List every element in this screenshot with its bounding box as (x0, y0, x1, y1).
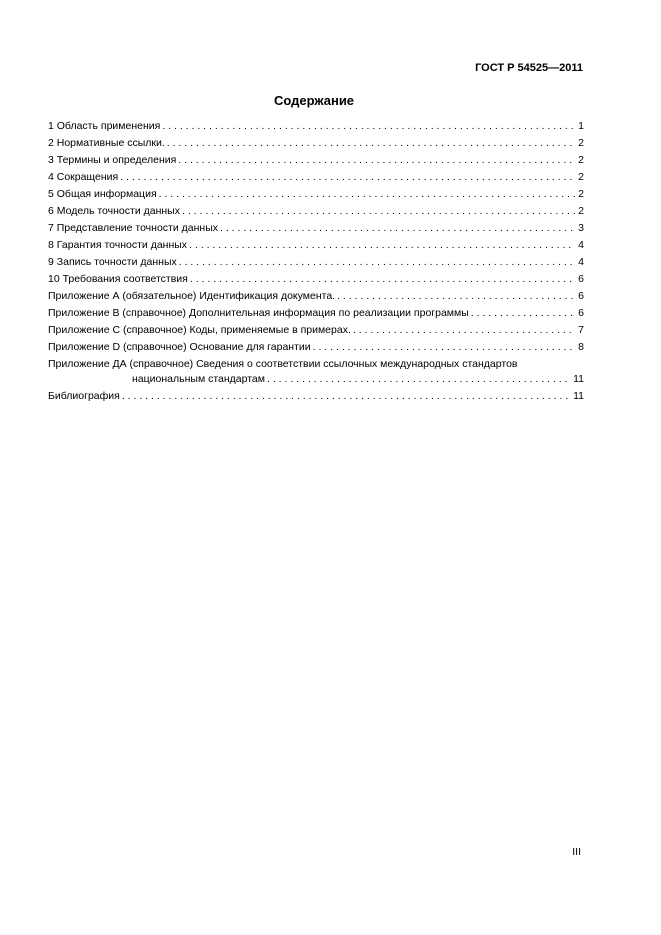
toc-entry-label: 6 Модель точности данных (48, 205, 180, 217)
toc-entry-page: 7 (578, 324, 584, 336)
table-of-contents (48, 118, 584, 405)
toc-entry-label: 2 Нормативные ссылки. (48, 137, 165, 149)
toc-entry-conformance-requirements[interactable] (48, 271, 584, 288)
toc-entry-page: 2 (578, 205, 584, 217)
toc-title: Содержание (273, 93, 355, 108)
toc-leader (159, 186, 575, 203)
toc-entry-label: Приложение В (справочное) Дополнительная информация по реализации программы (48, 307, 469, 319)
toc-leader (162, 118, 575, 135)
toc-entry-label: 10 Требования соответствия (48, 273, 188, 285)
toc-leader (471, 305, 575, 322)
toc-entry-page: 11 (573, 373, 584, 385)
toc-entry-page: 2 (578, 188, 584, 200)
toc-entry-annex-c[interactable] (48, 322, 584, 339)
toc-entry-abbreviations[interactable] (48, 169, 584, 186)
toc-leader (122, 388, 570, 405)
toc-leader (220, 220, 575, 237)
toc-leader (189, 237, 575, 254)
toc-entry-page: 6 (578, 307, 584, 319)
toc-entry-data-accuracy-representation[interactable] (48, 220, 584, 237)
toc-entry-annex-a[interactable] (48, 288, 584, 305)
toc-entry-label: Приложение С (справочное) Коды, применяемые в примерах. (48, 324, 351, 336)
toc-entry-page: 1 (578, 120, 584, 132)
toc-entry-label: 8 Гарантия точности данных (48, 239, 188, 251)
toc-entry-label: 4 Сокращения (48, 171, 119, 183)
toc-entry-label: 1 Область применения (48, 120, 161, 132)
toc-entry-label: 9 Запись точности данных (48, 256, 177, 268)
toc-entry-label: 7 Представление точности данных (48, 222, 218, 234)
toc-leader (353, 322, 575, 339)
toc-entry-label-continued: национальным стандартам (132, 373, 265, 385)
toc-entry-data-accuracy-model[interactable] (48, 203, 584, 220)
toc-entry-page: 6 (578, 290, 584, 302)
toc-leader (179, 254, 575, 271)
toc-entry-page: 11 (573, 390, 584, 402)
toc-entry-label: Приложение ДА (справочное) Сведения о соответствии ссылочных международных стандартов (48, 358, 518, 370)
toc-entry-annex-da[interactable] (48, 356, 584, 371)
toc-entry-scope[interactable] (48, 118, 584, 135)
toc-entry-bibliography[interactable] (48, 388, 584, 405)
toc-entry-label: 3 Термины и определения (48, 154, 177, 166)
toc-entry-label: 5 Общая информация (48, 188, 157, 200)
toc-entry-data-accuracy-recording[interactable] (48, 254, 584, 271)
document-code: ГОСТ Р 54525—2011 (475, 62, 583, 74)
toc-entry-page: 2 (578, 137, 584, 149)
toc-entry-page: 2 (578, 154, 584, 166)
toc-entry-terms-definitions[interactable] (48, 152, 584, 169)
toc-leader (337, 288, 575, 305)
toc-entry-page: 4 (578, 256, 584, 268)
toc-entry-annex-da-continued[interactable] (48, 371, 584, 388)
toc-entry-general-information[interactable] (48, 186, 584, 203)
toc-entry-page: 2 (578, 171, 584, 183)
page-number: III (572, 846, 581, 858)
toc-entry-annex-b[interactable] (48, 305, 584, 322)
toc-entry-annex-d[interactable] (48, 339, 584, 356)
toc-leader (267, 371, 570, 388)
toc-entry-label: Библиография (48, 390, 120, 402)
toc-entry-page: 4 (578, 239, 584, 251)
toc-leader (190, 271, 575, 288)
toc-leader (313, 339, 575, 356)
toc-leader (167, 135, 575, 152)
toc-leader (182, 203, 575, 220)
toc-entry-page: 8 (578, 341, 584, 353)
toc-entry-label: Приложение А (обязательное) Идентификация документа. (48, 290, 336, 302)
toc-entry-data-accuracy-assurance[interactable] (48, 237, 584, 254)
toc-leader (120, 169, 575, 186)
toc-entry-page: 6 (578, 273, 584, 285)
toc-entry-label: Приложение D (справочное) Основание для гарантии (48, 341, 311, 353)
toc-entry-page: 3 (578, 222, 584, 234)
toc-leader (178, 152, 575, 169)
toc-entry-normative-references[interactable] (48, 135, 584, 152)
